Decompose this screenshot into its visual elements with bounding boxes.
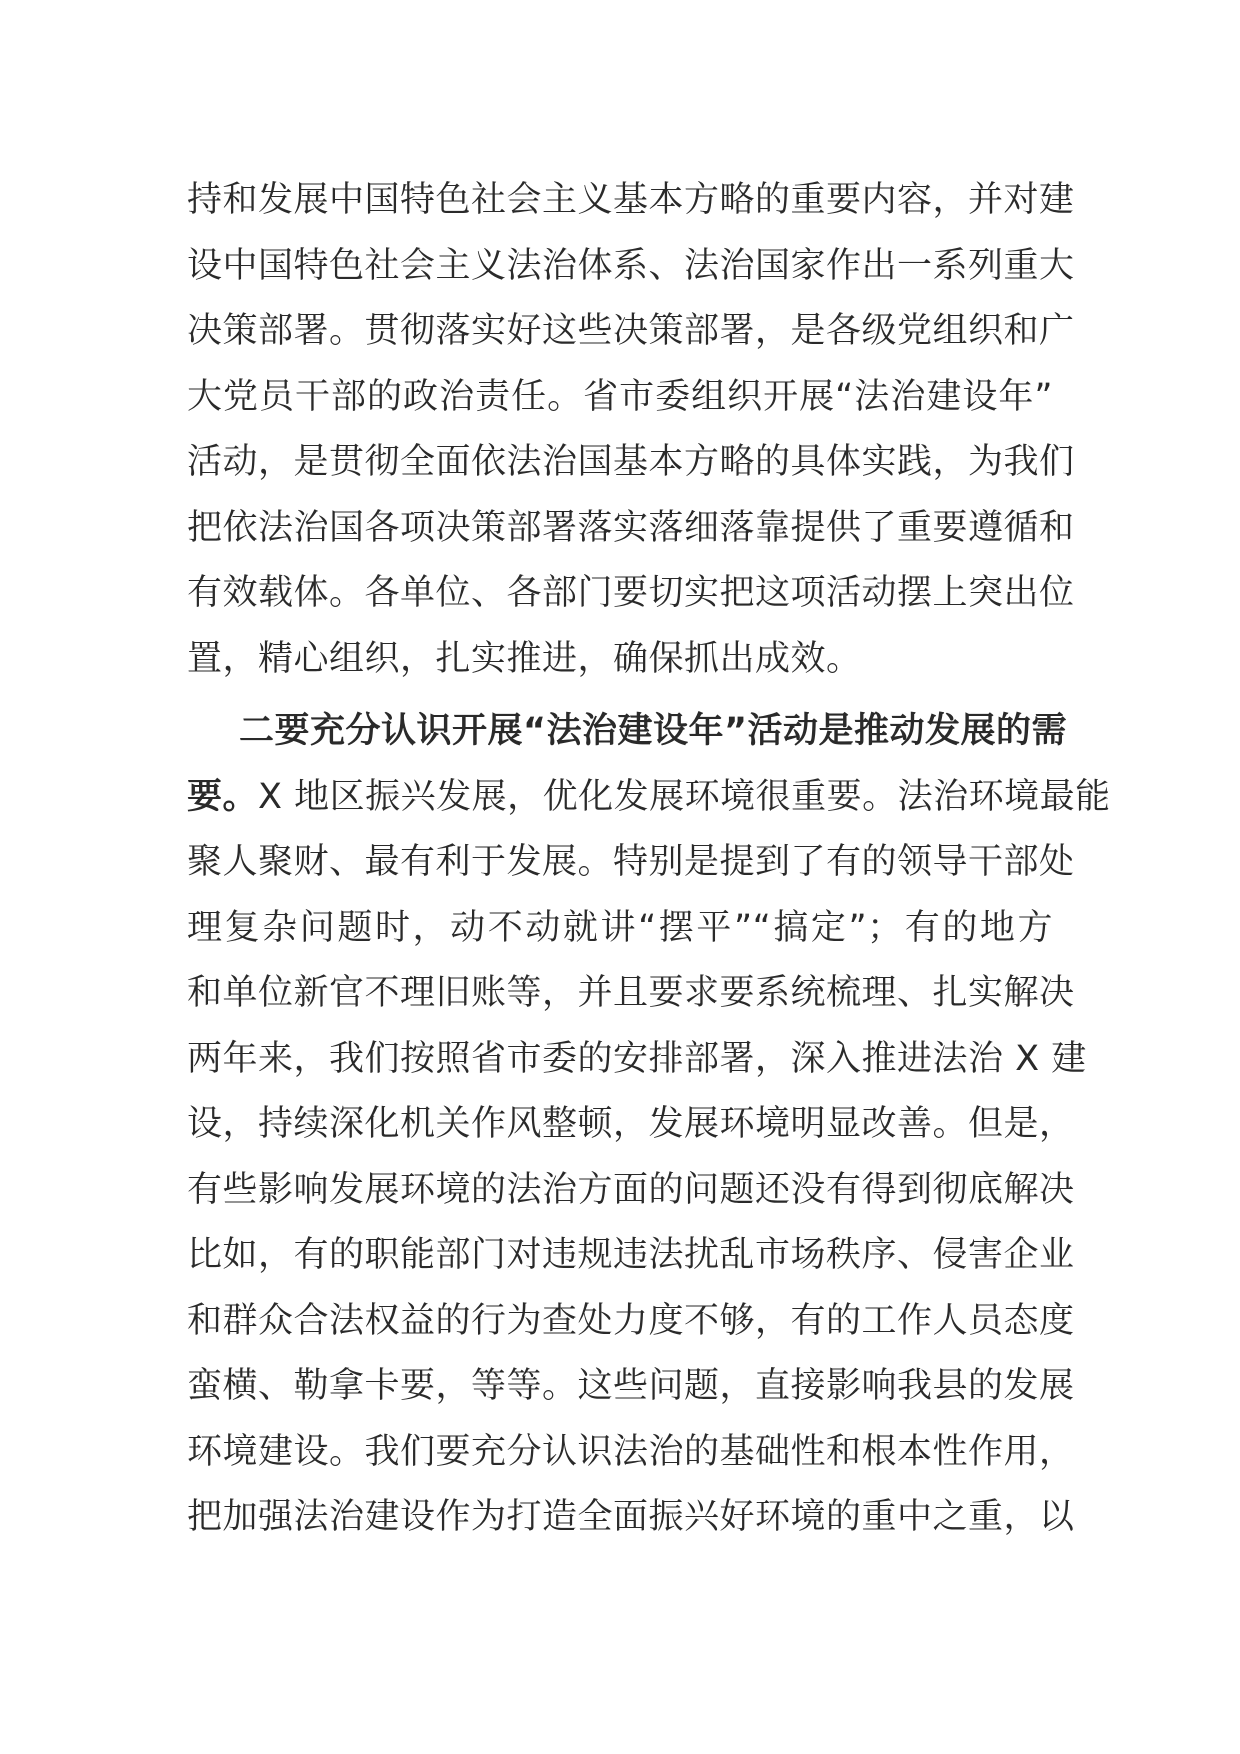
paragraph-2-line: 和单位新官不理旧账等，并且要求要系统梳理、扎实解决 xyxy=(187,973,1075,1013)
paragraph-2-line: 设，持续深化机关作风整顿，发展环境明显改善。但是， xyxy=(187,1104,1075,1144)
paragraph-2-line xyxy=(187,765,1111,831)
paragraph-1-line: 大党员干部的政治责任。省市委组织开展“法治建设年” xyxy=(187,376,1053,417)
paragraph-2-line: 蛮横、勒拿卡要，等等。这些问题，直接影响我县的发展 xyxy=(187,1366,1075,1406)
paragraph-2-line: 聚人聚财、最有利于发展。特别是提到了有的领导干部处 xyxy=(187,842,1075,882)
paragraph-1-line: 有效载体。各单位、各部门要切实把这项活动摆上突出位 xyxy=(187,573,1075,613)
paragraph-2-line: 有些影响发展环境的法治方面的问题还没有得到彻底解决 xyxy=(187,1169,1075,1210)
paragraph-2-line-text: X 地区振兴发展，优化发展环境很重要。法治环境最能 xyxy=(258,776,1111,817)
paragraph-1-line: 持和发展中国特色社会主义基本方略的重要内容，并对建 xyxy=(187,180,1075,220)
paragraph-1-line: 活动，是贯彻全面依法治国基本方略的具体实践，为我们 xyxy=(187,442,1075,482)
paragraph-2-line: 把加强法治建设作为打造全面振兴好环境的重中之重，以 xyxy=(187,1497,1075,1537)
paragraph-1-line: 把依法治国各项决策部署落实落细落靠提供了重要遵循和 xyxy=(187,507,1075,548)
paragraph-2 xyxy=(187,699,1111,1551)
paragraph-2-heading-end: 要。 xyxy=(187,776,259,817)
paragraph-1-line: 置，精心组织，扎实推进，确保抓出成效。 xyxy=(187,638,862,679)
paragraph-2-line: 理复杂问题时，动不动就讲“摆平”“搞定”；有的地方 xyxy=(187,907,1053,948)
paragraph-1-line: 设中国特色社会主义法治体系、法治国家作出一系列重大 xyxy=(187,245,1075,286)
paragraph-1-line: 决策部署。贯彻落实好这些决策部署，是各级党组织和广 xyxy=(187,311,1075,351)
paragraph-2-line: 和群众合法权益的行为查处力度不够，有的工作人员态度 xyxy=(187,1300,1075,1341)
paragraph-2-line: 两年来，我们按照省市委的安排部署，深入推进法治 X 建 xyxy=(187,1038,1087,1079)
paragraph-2-line: 比如，有的职能部门对违规违法扰乱市场秩序、侵害企业 xyxy=(187,1235,1075,1275)
paragraph-1 xyxy=(187,168,1075,692)
paragraph-spacer xyxy=(187,692,1053,699)
paragraph-2-line: 环境建设。我们要充分认识法治的基础性和根本性作用， xyxy=(187,1431,1075,1472)
document-page xyxy=(187,168,1111,1551)
paragraph-2-heading: 二要充分认识开展“法治建设年”活动是推动发展的需 xyxy=(239,711,1068,751)
